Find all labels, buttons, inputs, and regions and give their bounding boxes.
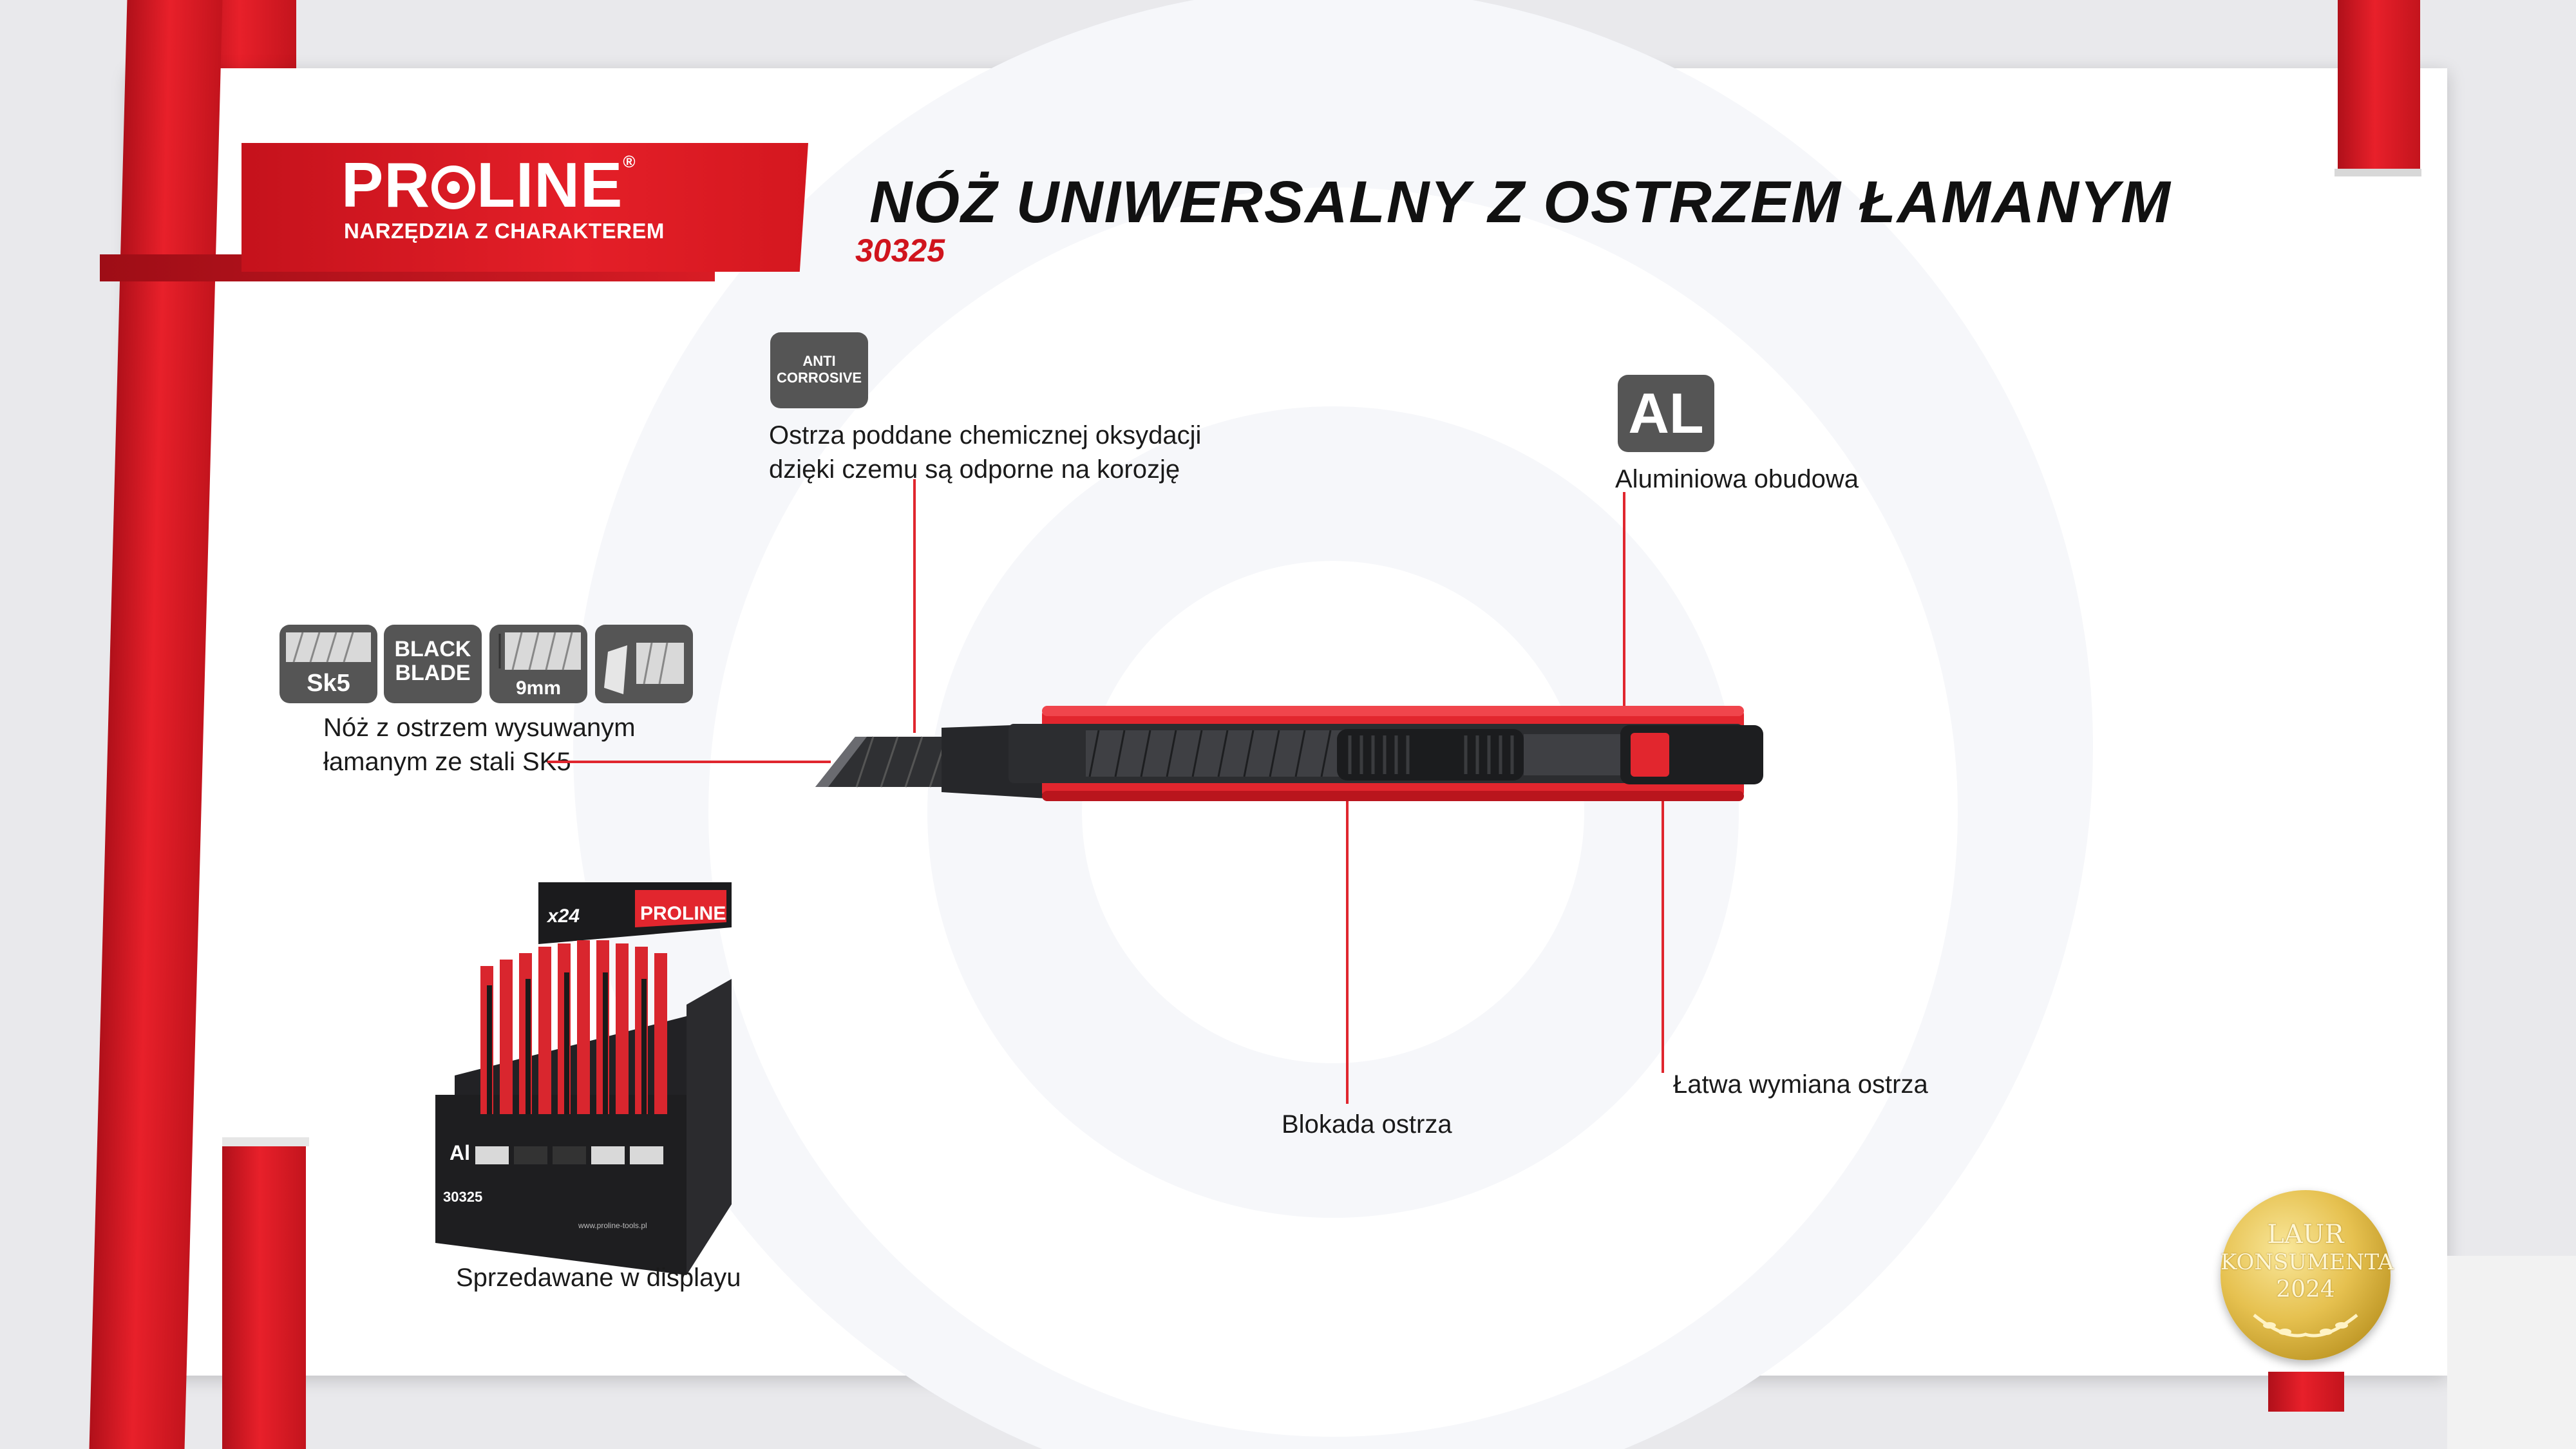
anti-corrosive-badge-line1: ANTI (802, 353, 836, 369)
anti-corrosive-caption-line1: Ostrza poddane chemicznej oksydacji (769, 421, 1202, 450)
display-box-count: x24 (547, 905, 580, 927)
blade-replace-caption: Łatwa wymiana ostrza (1673, 1070, 1928, 1099)
anti-corrosive-badge-line2: CORROSIVE (776, 370, 862, 386)
display-box-al-mark: Al (450, 1141, 470, 1164)
award-line2: KONSUMENTA (2221, 1249, 2394, 1275)
display-caption: Sprzedawane w displayu (456, 1264, 741, 1292)
display-box-url: www.proline-tools.pl (578, 1221, 647, 1230)
award-line1: LAUR (2267, 1220, 2344, 1249)
brand-tagline: NARZĘDZIA Z CHARAKTEREM (344, 219, 665, 243)
blade-width-badge-label: 9mm (515, 677, 562, 699)
blade-lock-caption: Blokada ostrza (1282, 1110, 1452, 1139)
page-title: NÓŻ UNIWERSALNY Z OSTRZEM ŁAMANYM (869, 169, 2172, 235)
laur-konsumenta-award (2221, 1190, 2394, 1360)
product-code: 30325 (855, 232, 945, 269)
brand-reg-mark: ® (623, 152, 636, 171)
blade-caption-line2: łamanym ze stali SK5 (323, 747, 571, 776)
black-blade-badge-line1: BLACK (394, 637, 471, 661)
aluminium-badge: AL (1618, 375, 1714, 452)
black-blade-badge-line2: BLADE (395, 661, 471, 686)
brand-logo: PR LINE® (341, 149, 636, 220)
laurel-icon (2248, 1309, 2363, 1341)
anti-corrosive-caption-line2: dzięki czemu są odporne na korozję (769, 455, 1180, 484)
knife-slider (1337, 729, 1524, 781)
sk5-badge-label: Sk5 (307, 670, 350, 697)
award-line3: 2024 (2276, 1276, 2335, 1303)
blade-caption-line1: Nóż z ostrzem wysuwanym (323, 714, 636, 742)
display-box-code: 30325 (443, 1189, 483, 1205)
display-box-logo: PROLINE (640, 903, 726, 924)
utility-knife (815, 702, 1768, 818)
aluminium-caption: Aluminiowa obudowa (1615, 465, 1859, 493)
display-box (435, 882, 770, 1275)
